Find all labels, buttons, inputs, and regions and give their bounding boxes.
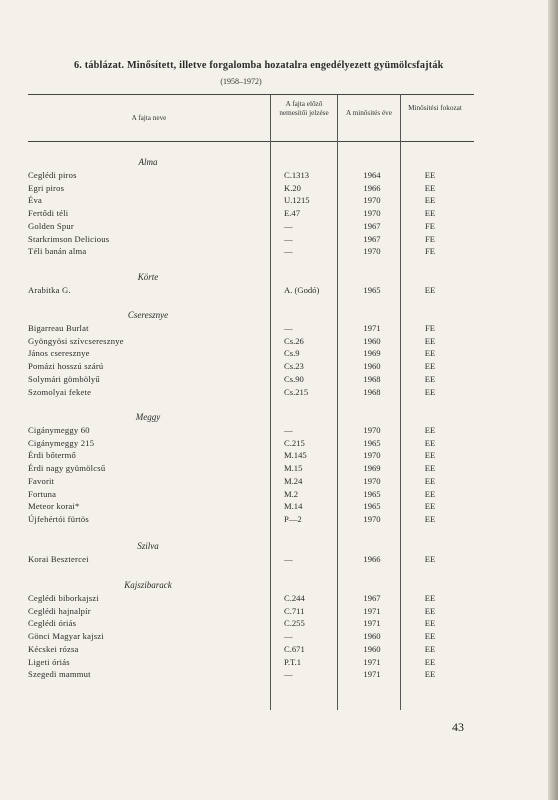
certification-grade: EE [424,669,436,680]
certification-year: 1968 [363,373,381,384]
certification-grade: EE [424,285,436,295]
variety-name: János cseresznye [28,348,90,359]
variety-name: Ceglédi hajnalpír [28,605,91,616]
certification-year: 1971 [363,323,381,333]
certification-grade: EE [424,631,436,642]
breeder-code: — [284,246,293,257]
certification-year: 1970 [363,475,381,486]
table-row [0,644,548,656]
certification-year: 1966 [363,182,381,193]
table-row [0,514,548,526]
header-grade: Minősítési fokozat [408,104,462,112]
header-year: A minősítés éve [346,109,392,117]
group-title: Meggy [135,412,161,422]
table-row [0,183,548,195]
breeder-code: — [284,631,293,642]
variety-name: Ligeti óriás [28,656,70,667]
table-row [0,669,548,681]
certification-year: 1970 [363,195,381,206]
breeder-code: Cs.9 [284,348,300,359]
breeder-code: K.20 [284,182,301,193]
certification-grade: EE [424,463,436,474]
variety-name: Újfehértói fürtös [28,513,89,524]
group-title: Kajszibarack [124,580,172,590]
table-row [0,221,548,233]
certification-year: 1970 [363,208,381,219]
certification-year: 1971 [363,605,381,616]
variety-name: Arabitka G. [28,285,71,295]
breeder-code: P—2 [284,513,302,524]
breeder-code: C.255 [284,618,305,629]
certification-grade: EE [424,195,436,206]
breeder-code: — [284,554,293,564]
variety-name: Érdi bőtermő [28,450,76,461]
table-row [0,463,548,475]
variety-name: Kécskei rózsa [28,643,79,654]
certification-year: 1967 [363,220,381,231]
table-subtitle: (1958–1972) [220,77,262,86]
certification-grade: EE [424,373,436,384]
table-row [0,208,548,220]
certification-grade: EE [424,437,436,448]
breeder-code: Cs.26 [284,335,304,346]
variety-name: Meteor korai* [28,501,80,512]
certification-year: 1970 [363,450,381,461]
breeder-code: — [284,220,293,231]
certification-year: 1969 [363,463,381,474]
certification-grade: EE [424,475,436,486]
certification-grade: EE [424,643,436,654]
table-row [0,425,548,437]
breeder-code: Cs.215 [284,386,309,397]
variety-name: Korai Besztercei [28,554,89,564]
certification-year: 1971 [363,618,381,629]
certification-year: 1966 [363,554,381,564]
breeder-code: M.2 [284,488,299,499]
variety-name: Gyöngyösi szívcseresznye [28,335,124,346]
group-title: Szilva [137,541,159,551]
certification-grade: EE [424,182,436,193]
variety-name: Solymári gömbölyű [28,373,100,384]
group-title: Körte [137,272,159,282]
certification-grade: EE [424,501,436,512]
breeder-code: — [284,669,293,680]
table-row [0,501,548,513]
certification-year: 1960 [363,631,381,642]
certification-grade: EE [424,348,436,359]
breeder-code: C.671 [284,643,305,654]
variety-name: Egri piros [28,182,65,193]
certification-grade: EE [424,605,436,616]
breeder-code: E.47 [284,208,300,219]
variety-name: Ceglédi biborkajszi [28,593,99,603]
certification-year: 1970 [363,425,381,435]
breeder-code: Cs.23 [284,361,304,372]
variety-name: Starkrimson Delicious [28,233,110,244]
certification-grade: EE [424,386,436,397]
certification-grade: EE [424,361,436,372]
variety-name: Gönci Magyar kajszi [28,631,104,642]
group-title: Alma [138,157,158,167]
table-row [0,170,548,182]
table-row [0,361,548,373]
breeder-code: C.244 [284,593,305,603]
certification-year: 1965 [363,488,381,499]
certification-grade: EE [424,513,436,524]
certification-grade: EE [424,618,436,629]
table-row [0,336,548,348]
certification-year: 1967 [363,593,381,603]
table-row [0,489,548,501]
table-row [0,234,548,246]
breeder-code: M.15 [284,463,303,474]
variety-name: Cigánymeggy 215 [28,437,95,448]
header-rule [28,141,474,142]
table-row [0,285,548,297]
certification-grade: EE [424,425,436,435]
table-row [0,476,548,488]
certification-grade: EE [424,656,436,667]
variety-name: Ceglédi óriás [28,618,77,629]
certification-year: 1971 [363,669,381,680]
table-row [0,631,548,643]
breeder-code: M.14 [284,501,303,512]
certification-grade: FE [424,220,436,231]
table-row [0,387,548,399]
breeder-code: M.145 [284,450,307,461]
breeder-code: — [284,323,293,333]
variety-name: Golden Spur [28,220,74,231]
breeder-code: P.T.1 [284,656,302,667]
certification-grade: FE [424,233,436,244]
page-edge [548,0,558,800]
table-row [0,606,548,618]
table-row [0,618,548,630]
certification-year: 1960 [363,335,381,346]
header-code: A fajta előző nemesítői jelzése [279,100,329,117]
certification-year: 1960 [363,361,381,372]
certification-year: 1965 [363,437,381,448]
certification-grade: EE [424,208,436,219]
certification-year: 1970 [363,246,381,257]
table-row [0,450,548,462]
breeder-code: M.24 [284,475,303,486]
certification-year: 1969 [363,348,381,359]
certification-grade: FE [424,323,436,333]
group-title: Cseresznye [127,310,169,320]
variety-name: Ceglédi piros [28,170,77,180]
variety-name: Favorit [28,475,55,486]
certification-year: 1965 [363,285,381,295]
table-row [0,246,548,258]
table-row [0,438,548,450]
table-row [0,195,548,207]
certification-year: 1968 [363,386,381,397]
certification-grade: EE [424,554,436,564]
table-row [0,554,548,566]
breeder-code: A. (Godó) [284,285,320,295]
certification-year: 1960 [363,643,381,654]
variety-name: Éva [28,195,42,206]
breeder-code: C.215 [284,437,305,448]
breeder-code: U.1215 [284,195,310,206]
variety-name: Bigarreau Burlat [28,323,89,333]
variety-name: Érdi nagy gyümölcsű [28,463,106,474]
table-title: 6. táblázat. Minősített, illetve forgalomba hozatalra engedélyezett gyümölcsfajták [74,60,444,71]
certification-year: 1971 [363,656,381,667]
breeder-code: — [284,425,293,435]
variety-name: Szomolyai fekete [28,386,92,397]
variety-name: Szegedi mammut [28,669,91,680]
variety-name: Téli banán alma [28,246,87,257]
certification-grade: EE [424,450,436,461]
certification-grade: FE [424,246,436,257]
certification-year: 1967 [363,233,381,244]
certification-grade: EE [424,170,436,180]
page-number: 43 [452,720,464,734]
certification-year: 1965 [363,501,381,512]
variety-name: Cigánymeggy 60 [28,425,90,435]
certification-grade: EE [424,488,436,499]
variety-name: Fertődi téli [28,208,69,219]
table-row [0,323,548,335]
table-row [0,593,548,605]
breeder-code: C.1313 [284,170,310,180]
variety-name: Fortuna [28,488,57,499]
certification-year: 1964 [363,170,381,180]
certification-year: 1970 [363,513,381,524]
certification-grade: EE [424,335,436,346]
breeder-code: C.711 [284,605,305,616]
breeder-code: — [284,233,293,244]
breeder-code: Cs.90 [284,373,304,384]
table-row [0,374,548,386]
variety-name: Pomázi hosszú szárú [28,361,104,372]
header-name: A fajta neve [131,114,167,122]
table-row [0,657,548,669]
top-rule [28,94,474,95]
table-row [0,348,548,360]
certification-grade: EE [424,593,436,603]
